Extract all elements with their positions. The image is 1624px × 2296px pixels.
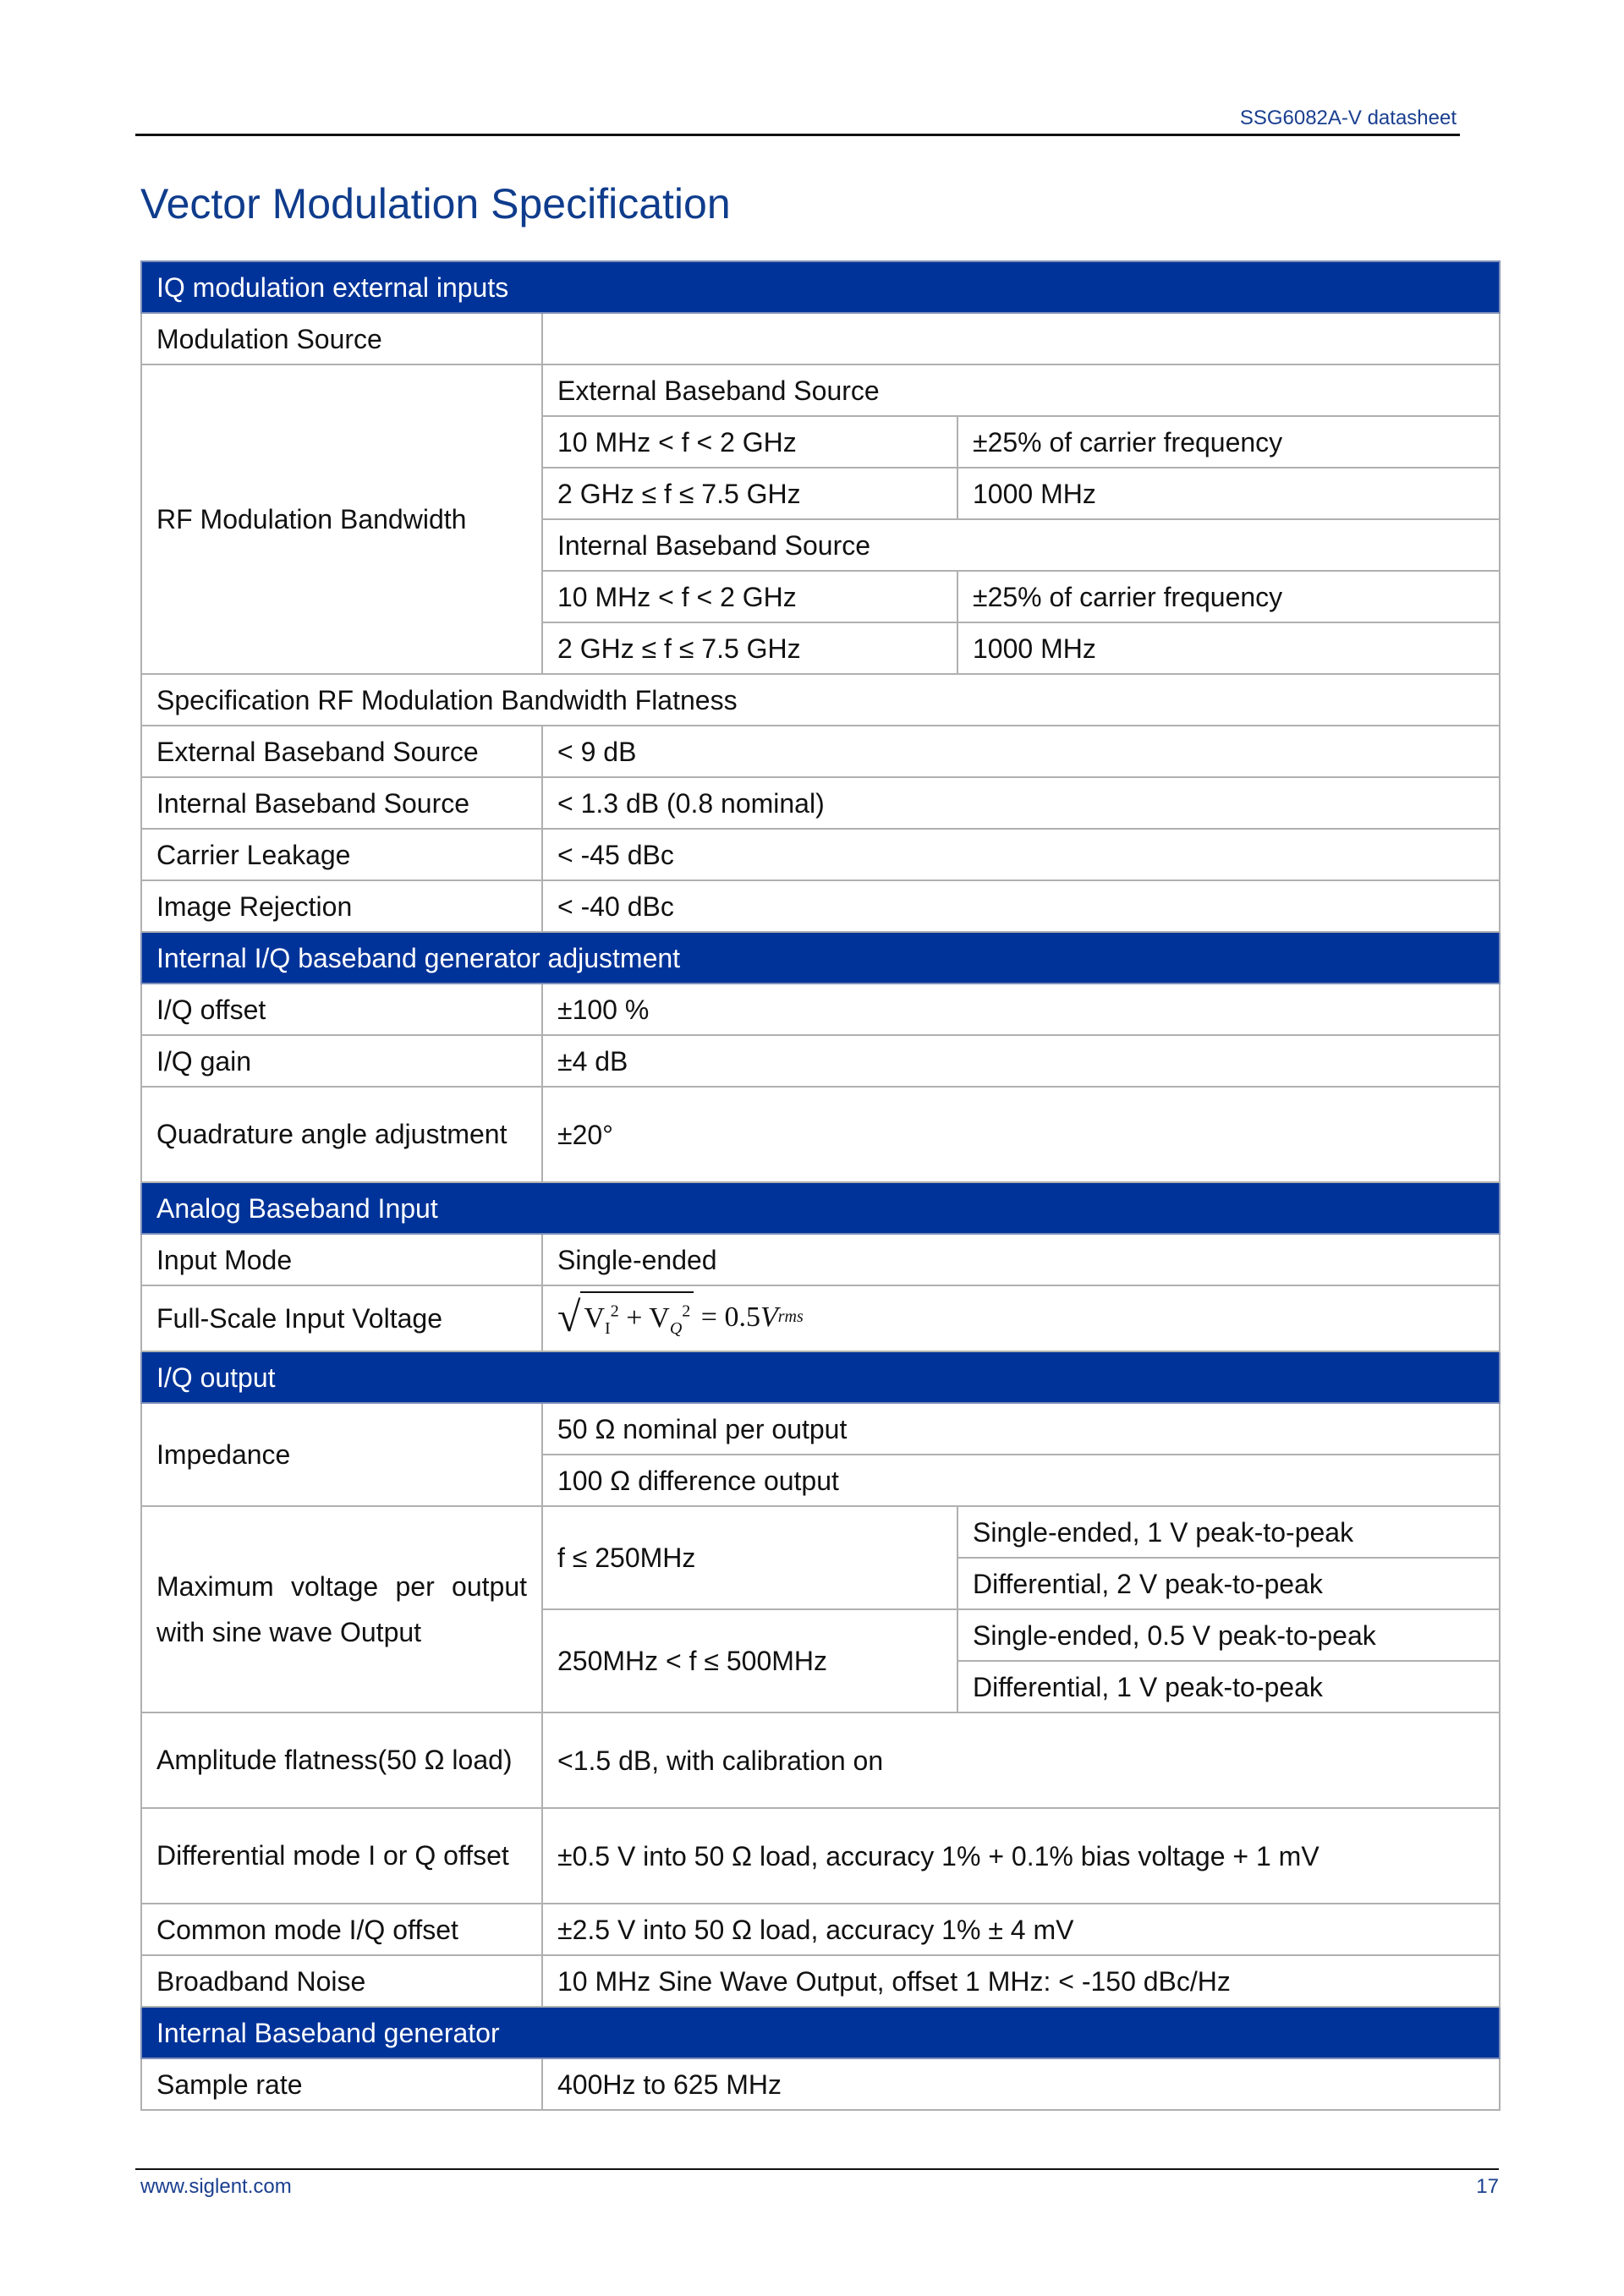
table-row: Specification RF Modulation Bandwidth Flatness xyxy=(141,674,1500,726)
page-title: Vector Modulation Specification xyxy=(140,180,731,227)
table-row: Quadrature angle adjustment ±20° xyxy=(141,1087,1500,1182)
table-row: I/Q offset ±100 % xyxy=(141,984,1500,1035)
table-row: Differential mode I or Q offset ±0.5 V into 50 Ω load, accuracy 1% + 0.1% bias voltage + 1 mV xyxy=(141,1808,1500,1904)
table-row: 2 GHz ≤ f ≤ 7.5 GHz 1000 MHz xyxy=(141,622,1500,674)
section-header: IQ modulation external inputs xyxy=(141,261,1500,313)
table-row: Impedance 50 Ω nominal per output xyxy=(141,1403,1500,1455)
table-row: Differential, 1 V peak-to-peak xyxy=(141,1661,1500,1712)
spec-table xyxy=(140,260,1501,2111)
table-row: 2 GHz ≤ f ≤ 7.5 GHz 1000 MHz xyxy=(141,468,1500,519)
table-row: Amplitude flatness(50 Ω load) <1.5 dB, with calibration on xyxy=(141,1712,1500,1808)
section-header: Internal I/Q baseband generator adjustment xyxy=(141,932,1500,984)
header-divider xyxy=(135,134,1460,136)
table-row: Differential, 2 V peak-to-peak xyxy=(141,1558,1500,1609)
table-row: Image Rejection < -40 dBc xyxy=(141,880,1500,932)
table-row: 10 MHz < f < 2 GHz ±25% of carrier frequency xyxy=(141,571,1500,622)
sqrt-symbol: √ xyxy=(557,1293,581,1341)
section-header: I/Q output xyxy=(141,1351,1500,1403)
footer-divider xyxy=(135,2168,1499,2170)
table-row: Sample rate 400Hz to 625 MHz xyxy=(141,2058,1500,2110)
table-row: Internal Baseband Source xyxy=(141,519,1500,571)
table-row: Input Mode Single-ended xyxy=(141,1234,1500,1285)
table-row: 10 MHz < f < 2 GHz ±25% of carrier frequency xyxy=(141,416,1500,468)
table-row: 100 Ω difference output xyxy=(141,1455,1500,1506)
table-row: Modulation Source xyxy=(141,313,1500,364)
table-row: Common mode I/Q offset ±2.5 V into 50 Ω load, accuracy 1% ± 4 mV xyxy=(141,1904,1500,1955)
table-row: 250MHz < f ≤ 500MHz Single-ended, 0.5 V peak-to-peak xyxy=(141,1609,1500,1661)
table-row: Carrier Leakage < -45 dBc xyxy=(141,829,1500,880)
table-row: Full-Scale Input Voltage √ $V_I^2 + V_Q^2$ = 0.5 V rms xyxy=(141,1285,1500,1351)
table-row: Internal Baseband Source < 1.3 dB (0.8 nominal) xyxy=(141,777,1500,829)
table-row: I/Q gain ±4 dB xyxy=(141,1035,1500,1087)
footer-url: www.siglent.com xyxy=(140,2175,292,2198)
table-row: Broadband Noise 10 MHz Sine Wave Output, offset 1 MHz: < -150 dBc/Hz xyxy=(141,1955,1500,2007)
section-header: Internal Baseband generator xyxy=(141,2007,1500,2058)
table-row: Maximum voltage per output with sine wave Output f ≤ 250MHz Single-ended, 1 V peak-to-peak xyxy=(141,1506,1500,1558)
table-row: External Baseband Source < 9 dB xyxy=(141,726,1500,777)
voltage-formula: √ $V_I^2 + V_Q^2$ = 0.5 V rms xyxy=(557,1291,804,1344)
section-header: Analog Baseband Input xyxy=(141,1182,1500,1234)
page-number: 17 xyxy=(1476,2175,1499,2198)
document-header: SSG6082A-V datasheet xyxy=(1239,107,1457,129)
table-row: RF Modulation Bandwidth External Baseband Source xyxy=(141,364,1500,416)
